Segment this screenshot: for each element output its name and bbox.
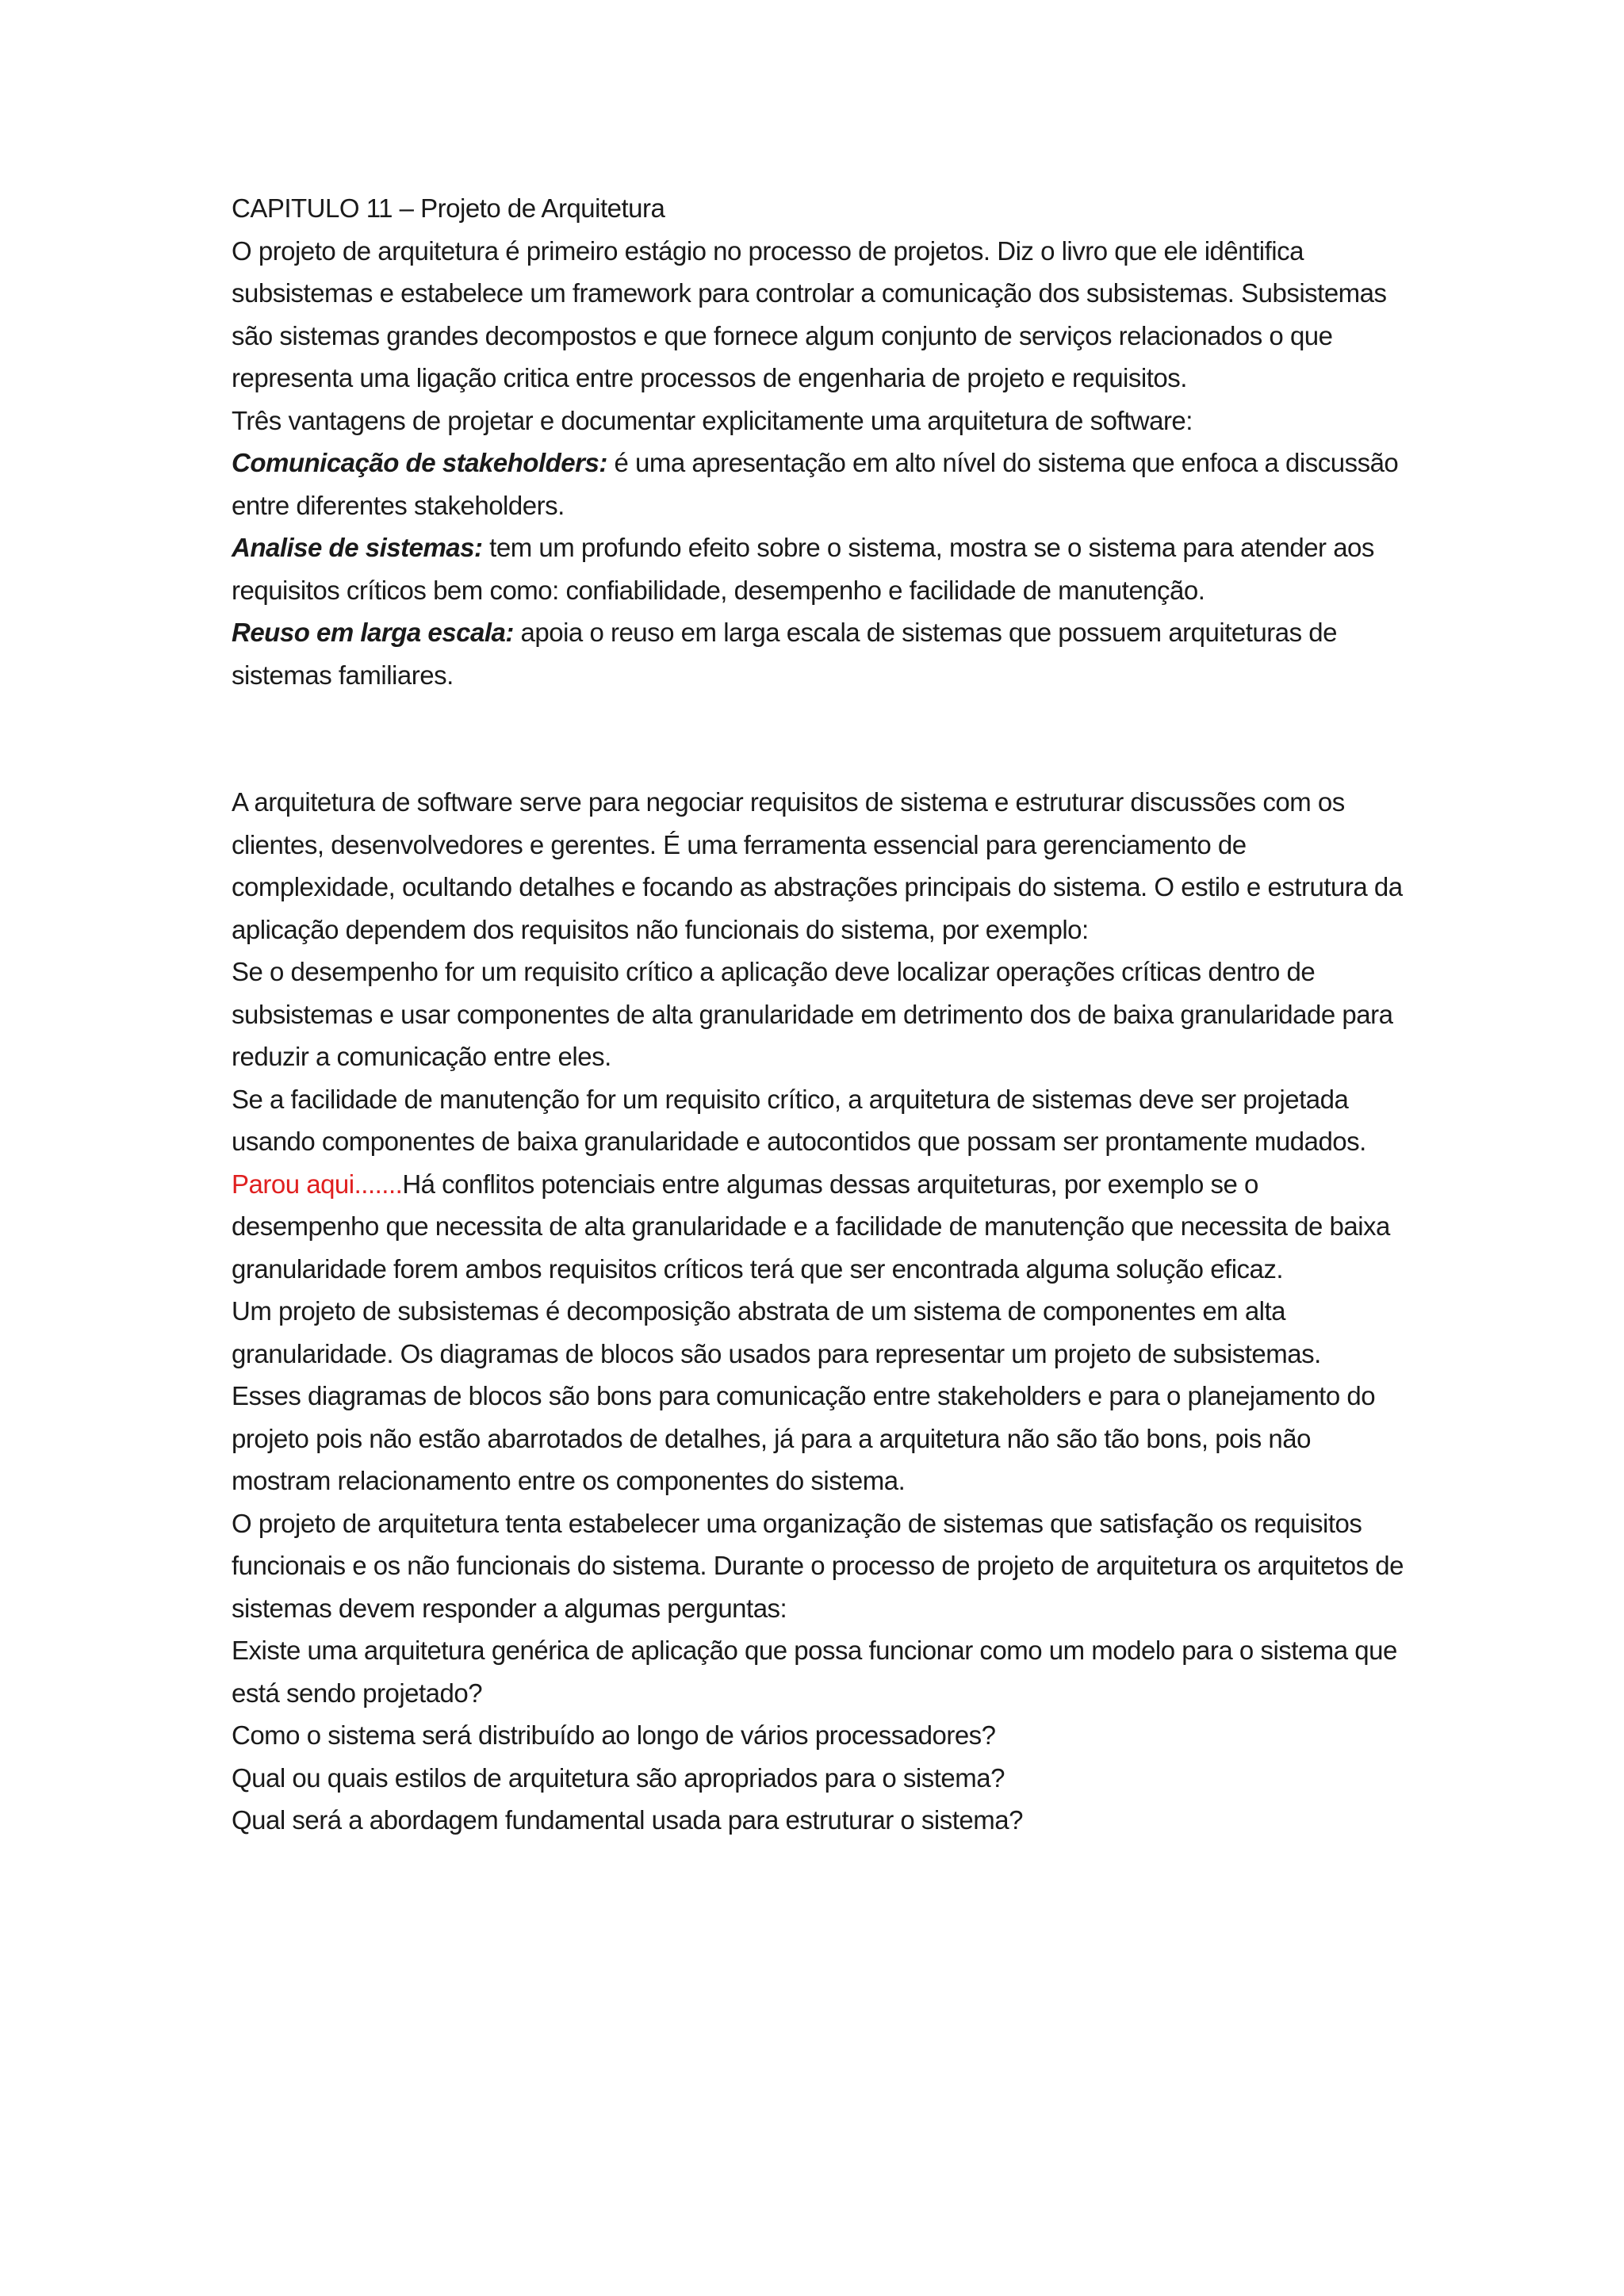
stopped-here-dots: ....... xyxy=(354,1169,403,1199)
paragraph: Se o desempenho for um requisito crítico a aplicação deve localizar operações críticas dentro de subsistemas e usar componentes de alta granularidade em detrimento dos de baixa granularidade para reduzir a comunicação entre eles. xyxy=(232,957,1393,1071)
stopped-here-paragraph xyxy=(232,1163,1405,1291)
advantages-intro: Três vantagens de projetar e documentar explicitamente uma arquitetura de software: xyxy=(232,405,1193,435)
paragraph-spacer xyxy=(232,696,1405,781)
advantage-label: Comunicação de stakeholders: xyxy=(232,448,607,477)
intro-paragraph: O projeto de arquitetura é primeiro estágio no processo de projetos. Diz o livro que ele idêntifica subsistemas e estabelece um framework para controlar a comunicação dos subsistemas. Subsistemas são sistemas grandes decompostos e que fornece algum conjunto de serviços relacionados o que representa uma ligação critica entre processos de engenharia de projeto e requisitos. xyxy=(232,235,1387,392)
advantage-communication xyxy=(232,442,1405,526)
paragraph: Um projeto de subsistemas é decomposição abstrata de um sistema de componentes em alta granularidade. Os diagramas de blocos são usados para representar um projeto de subsistemas. xyxy=(232,1296,1321,1368)
advantage-analysis xyxy=(232,526,1405,611)
advantage-reuse xyxy=(232,611,1405,696)
advantage-text: apoia o reuso em larga escala de sistemas que possuem arquiteturas de sistemas familiares. xyxy=(232,618,1337,690)
document-body xyxy=(232,187,1405,1842)
chapter-title: CAPITULO 11 – Projeto de Arquitetura xyxy=(232,193,665,223)
question: Como o sistema será distribuído ao longo de vários processadores? xyxy=(232,1720,996,1750)
advantage-text: é uma apresentação em alto nível do sistema que enfoca a discussão entre diferentes stakeholders. xyxy=(232,448,1399,520)
paragraph: Esses diagramas de blocos são bons para comunicação entre stakeholders e para o planejamento do projeto pois não estão abarrotados de detalhes, já para a arquitetura não são tão bons, pois não mostram relacionamento entre os componentes do sistema. xyxy=(232,1381,1376,1495)
advantage-text: tem um profundo efeito sobre o sistema, mostra se o sistema para atender aos requisitos críticos bem como: confiabilidade, desempenho e facilidade de manutenção. xyxy=(232,533,1374,605)
question: Qual será a abordagem fundamental usada para estruturar o sistema? xyxy=(232,1805,1023,1835)
paragraph-text: Há conflitos potenciais entre algumas dessas arquiteturas, por exemplo se o desempenho que necessita de alta granularidade e a facilidade de manutenção que necessita de baixa granularidade forem ambos requisitos críticos terá que ser encontrada alguma solução eficaz. xyxy=(232,1169,1390,1284)
advantage-label: Reuso em larga escala: xyxy=(232,618,514,647)
question: Existe uma arquitetura genérica de aplicação que possa funcionar como um modelo para o sistema que está sendo projetado? xyxy=(232,1636,1397,1708)
paragraph: A arquitetura de software serve para negociar requisitos de sistema e estruturar discussões com os clientes, desenvolvedores e gerentes. É uma ferramenta essencial para gerenciamento de complexidade, ocultando detalhes e focando as abstrações principais do sistema. O estilo e estrutura da aplicação dependem dos requisitos não funcionais do sistema, por exemplo: xyxy=(232,787,1403,944)
paragraph: Se a facilidade de manutenção for um requisito crítico, a arquitetura de sistemas deve ser projetada usando componentes de baixa granularidade e autocontidos que possam ser prontamente mudados. xyxy=(232,1084,1366,1156)
stopped-here-marker: Parou aqui xyxy=(232,1169,354,1199)
advantage-label: Analise de sistemas: xyxy=(232,533,483,562)
question: Qual ou quais estilos de arquitetura são apropriados para o sistema? xyxy=(232,1762,1005,1793)
paragraph: O projeto de arquitetura tenta estabelecer uma organização de sistemas que satisfação os requisitos funcionais e os não funcionais do sistema. Durante o processo de projeto de arquitetura os arquitetos de sistemas devem responder a algumas perguntas: xyxy=(232,1508,1404,1623)
